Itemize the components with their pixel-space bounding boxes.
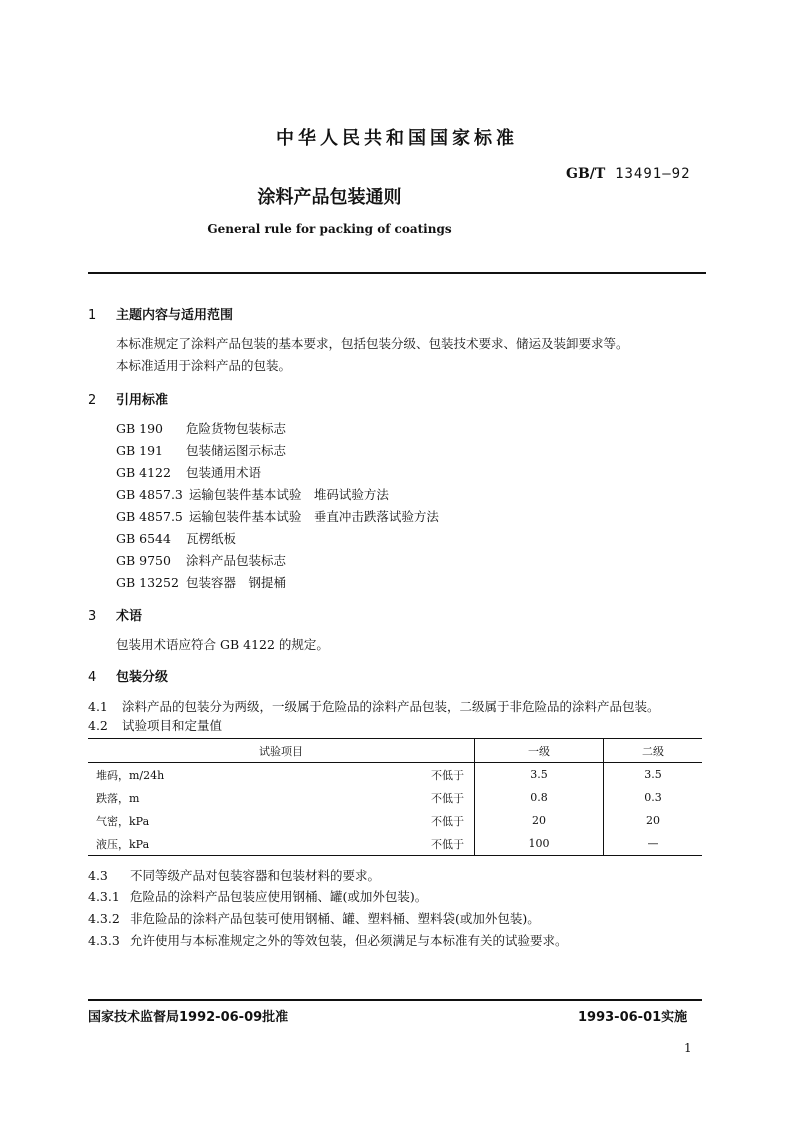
standard-number — [566, 166, 691, 182]
reference-item — [116, 573, 286, 591]
national-standard-heading: 中华人民共和国国家标准 — [276, 128, 518, 149]
section-title: 术语 — [116, 609, 143, 624]
header-test-item: 试验项目 — [88, 739, 475, 763]
reference-name: 危险货物包装标志 — [186, 421, 287, 436]
cell-level-2: — — [604, 832, 703, 856]
cell-requirement: 不低于 — [365, 832, 475, 856]
cell-level-2: 0.3 — [644, 791, 662, 804]
clause-text: 试验项目和定量值 — [122, 718, 223, 733]
clause-4-2 — [88, 716, 222, 734]
clause-text: 不同等级产品对包装容器和包装材料的要求。 — [130, 868, 381, 883]
cell-item: 液压，kPa — [88, 832, 365, 856]
effective-date: 1993-06-01实施 — [578, 1010, 688, 1025]
cell-item: 气密，kPa — [96, 814, 150, 828]
clause-number: 4.3.3 — [88, 933, 120, 948]
reference-code: GB 190 — [116, 421, 164, 436]
section-3-heading — [88, 605, 142, 624]
cell-item: 跌落，m — [96, 791, 140, 805]
reference-item — [116, 507, 439, 525]
page-number: 1 — [684, 1041, 692, 1055]
reference-code: GB 4122 — [116, 465, 171, 480]
cell-level-2: 3.5 — [644, 768, 662, 781]
reference-name: 瓦楞纸板 — [186, 531, 237, 546]
reference-code: GB 4857.5 — [116, 509, 183, 524]
reference-item — [116, 463, 261, 481]
approval-line: 国家技术监督局1992-06-09批准 — [88, 1010, 289, 1025]
cell-requirement: 不低于 — [365, 809, 475, 832]
header-divider — [88, 272, 706, 274]
reference-name: 运输包装件基本试验 堆码试验方法 — [188, 487, 389, 502]
cell-requirement: 不低于 — [365, 763, 475, 787]
standard-prefix: GB/T — [566, 166, 606, 182]
header-level-1: 一级 — [475, 739, 604, 763]
reference-name: 包装储运图示标志 — [186, 443, 287, 458]
clause-number: 4.1 — [88, 699, 108, 714]
clause-number: 4.3.2 — [88, 911, 120, 926]
clause-text: 允许使用与本标准规定之外的等效包装，但必须满足与本标准有关的试验要求。 — [130, 933, 568, 948]
clause-number: 4.3.1 — [88, 889, 120, 904]
reference-item — [116, 441, 286, 459]
test-items-table — [88, 738, 702, 856]
section-number: 4 — [88, 670, 97, 685]
footer-divider — [88, 999, 702, 1001]
table-row — [88, 832, 702, 856]
clause-text: 危险品的涂料产品包装应使用钢桶、罐(或加外包装)。 — [130, 889, 428, 904]
cell-level-2: 20 — [646, 814, 660, 827]
document-title-cn: 涂料产品包装通则 — [257, 187, 402, 208]
section-number: 1 — [88, 308, 97, 323]
reference-item — [116, 529, 236, 547]
section-number: 2 — [88, 393, 97, 408]
reference-name: 涂料产品包装标志 — [186, 553, 287, 568]
reference-item — [116, 551, 286, 569]
reference-item — [116, 419, 286, 437]
reference-name: 包装通用术语 — [186, 465, 262, 480]
clause-4-3-3 — [88, 931, 568, 949]
clause-4-1 — [88, 697, 660, 715]
paragraph: 本标准适用于涂料产品的包装。 — [116, 358, 292, 373]
cell-item: 堆码，m/24h — [96, 768, 165, 782]
cell-level-1: 20 — [475, 809, 604, 832]
section-2-heading — [88, 389, 168, 408]
standard-code: 13491—92 — [615, 166, 691, 182]
section-1-heading — [88, 304, 233, 323]
cell-level-1: 0.8 — [475, 786, 604, 809]
section-4-heading — [88, 666, 168, 685]
reference-code: GB 13252 — [116, 575, 179, 590]
paragraph: 包装用术语应符合 GB 4122 的规定。 — [116, 637, 329, 652]
table-row — [88, 786, 702, 809]
table-header-row — [88, 739, 702, 763]
paragraph: 本标准规定了涂料产品包装的基本要求，包括包装分级、包装技术要求、储运及装卸要求等。 — [116, 336, 629, 351]
reference-name: 包装容器 钢提桶 — [186, 575, 287, 590]
reference-item — [116, 485, 389, 503]
header-level-2: 二级 — [642, 744, 664, 758]
reference-name: 运输包装件基本试验 垂直冲击跌落试验方法 — [188, 509, 439, 524]
reference-code: GB 6544 — [116, 531, 171, 546]
cell-level-1: 100 — [475, 832, 604, 856]
document-title-en: General rule for packing of coatings — [207, 222, 452, 236]
clause-4-3 — [88, 866, 380, 884]
clause-text: 非危险品的涂料产品包装可使用钢桶、罐、塑料桶、塑料袋(或加外包装)。 — [130, 911, 540, 926]
clause-4-3-2 — [88, 909, 540, 927]
table-row — [88, 809, 702, 832]
clause-4-3-1 — [88, 887, 427, 905]
reference-code: GB 4857.3 — [116, 487, 183, 502]
clause-text: 涂料产品的包装分为两级，一级属于危险品的涂料产品包装，二级属于非危险品的涂料产品包装。 — [122, 699, 660, 714]
cell-level-1: 3.5 — [475, 763, 604, 787]
section-title: 主题内容与适用范围 — [116, 308, 234, 323]
cell-requirement: 不低于 — [365, 786, 475, 809]
reference-code: GB 9750 — [116, 553, 171, 568]
clause-number: 4.2 — [88, 718, 108, 733]
section-title: 包装分级 — [116, 670, 169, 685]
section-number: 3 — [88, 609, 97, 624]
section-title: 引用标准 — [116, 393, 169, 408]
clause-number: 4.3 — [88, 868, 108, 883]
table-row — [88, 763, 702, 787]
reference-code: GB 191 — [116, 443, 164, 458]
